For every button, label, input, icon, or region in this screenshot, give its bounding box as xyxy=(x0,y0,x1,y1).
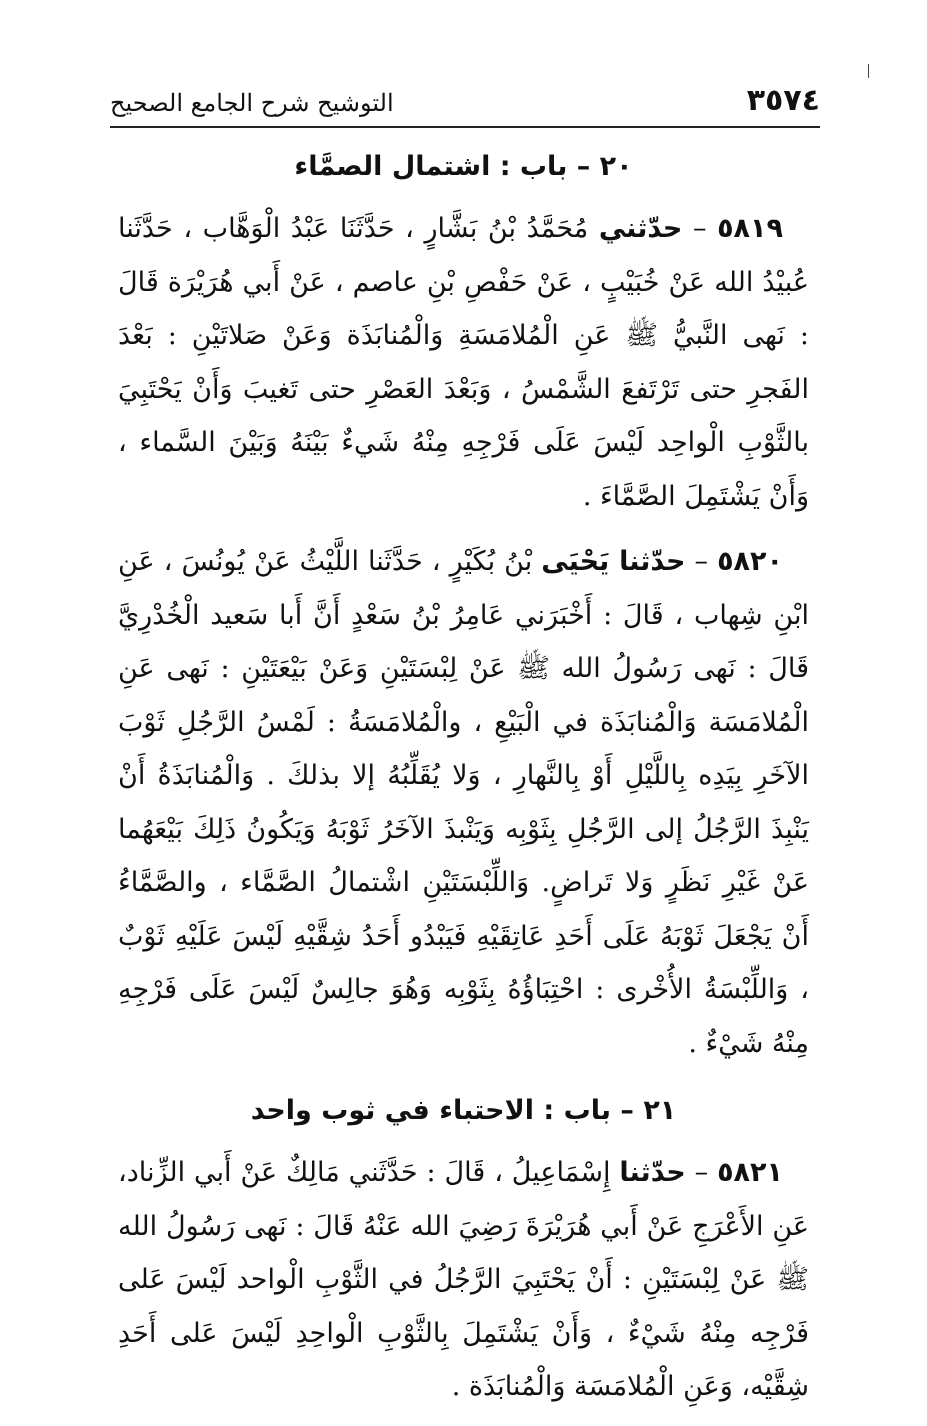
hadith-opening: حدّثنا xyxy=(619,1157,686,1188)
hadith-number: ٥٨٢١ xyxy=(717,1157,783,1188)
hadith-text: مُحَمَّدُ بْنُ بَشَّارٍ ، حَدَّثَنَا عَبْدُ الْوَهَّاب ، حَدَّثَنا عُبيْدُ الله عَنْ خُبَيْبٍ ، عَنْ حَفْصِ بْنِ عاصم ، عَنْ أَبي هُرَيْرَة قَالَ : نَهى النَّبيُّ ﷺ عَنِ الْمُلامَسَةِ وَالْمُنابَذَة وَعَنْ صَلاتَيْنِ : بَعْدَ الفَجرِ حتى تَرْتَفعَ الشَّمْسُ ، وَبَعْدَ العَصْرِ حتى تَغيبَ وَأَنْ يَحْتَبِيَ بالثَّوْبِ الْواحِد لَيْسَ عَلَى فَرْجِهِ مِنْهُ شَيءٌ بَيْنَهُ وَبَيْنَ السَّماء ، وَأَنْ يَشْتَمِلَ الصَّمَّاءَ . xyxy=(118,213,809,512)
corner-mark xyxy=(868,64,869,78)
hadith-dash: – xyxy=(685,546,718,577)
hadith-text: بْنُ بُكَيْرٍ ، حَدَّثَنا اللَّيْثُ عَنْ يُونُسَ ، عَنِ ابْنِ شِهاب ، قَالَ : أَخْبَرَني عَامِرُ بْنُ سَعْدٍ أَنَّ أَبا سَعيد الْخُدْرِيَّ قَالَ : نَهى رَسُولُ الله ﷺ عَنْ لِبْسَتَيْنِ وَعَنْ بَيْعَتَيْنِ : نَهى عَنِ الْمُلامَسَة وَالْمُنابَذَة في الْبَيْعِ ، والْمُلامَسَةُ : لَمْسُ الرَّجُلِ ثَوْبَ الآخَرِ بِيَدِه بِاللَّيْلِ أَوْ بِالنَّهارِ ، وَلا يُقَلِّبُهُ إلا بذلكَ . وَالْمُنابَذَةُ أَنْ يَنْبِذَ الرَّجُلُ إلى الرَّجُلِ بِثَوْبِه وَيَنْبذَ الآخَرُ ثَوْبَهُ وَيَكُونُ ذَلِكَ بَيْعَهُما عَنْ غَيْرِ نَظَرٍ وَلا تَراضٍ. وَاللِّبْسَتَيْنِ اشْتمالُ الصَّمَّاء ، والصَّمَّاءُ أَنْ يَجْعَلَ ثَوْبَهُ عَلَى أَحَدِ عَاتِقَيْهِ فَيَبْدُو أَحَدُ شِقَّيْهِ لَيْسَ عَلَيْهِ ثَوْبٌ ، وَاللِّبْسَةُ الأُخْرى : احْتِبَاؤُهُ بِثَوْبِه وَهُوَ جالِسٌ لَيْسَ عَلَى فَرْجِهِ مِنْهُ شَيْءٌ . xyxy=(118,546,810,1059)
chapter-heading-20: ٢٠ – باب : اشتمال الصمَّاء xyxy=(294,151,633,182)
hadith-opening: حدّثنا يَحْيَى xyxy=(541,546,686,577)
hadith-5819 xyxy=(118,202,809,523)
hadith-5821 xyxy=(118,1146,809,1414)
hadith-dash: – xyxy=(685,1157,718,1188)
page-header xyxy=(110,72,820,130)
hadith-number: ٥٨١٩ xyxy=(717,213,783,244)
chapter-heading-21: ٢١ – باب : الاحتباء في ثوب واحد xyxy=(250,1095,677,1126)
page-number: ٣٥٧٤ xyxy=(746,83,820,118)
hadith-number: ٥٨٢٠ xyxy=(717,546,783,577)
hadith-opening: حدّثني xyxy=(598,213,683,244)
page-content xyxy=(118,136,809,1426)
running-title: التوشيح شرح الجامع الصحيح xyxy=(110,89,394,117)
hadith-dash: – xyxy=(682,213,718,244)
hadith-5820 xyxy=(118,535,809,1070)
hadith-text: إِسْمَاعِيلُ ، قَالَ : حَدَّثَني مَالِكٌ عَنْ أَبي الزِّناد، عَنِ الأَعْرَجِ عَنْ أَبي هُرَيْرَةَ رَضِيَ الله عَنْهُ قَالَ : نَهى رَسُولُ الله ﷺ عَنْ لِبْسَتَيْنِ : أَنْ يَحْتَبِيَ الرَّجُلُ في الثَّوْبِ الْواحد لَيْسَ عَلى فَرْجِه مِنْهُ شَيْءٌ ، وَأَنْ يَشْتَمِلَ بِالثَّوْبِ الْواحِدِ لَيْسَ عَلى أَحَدِ شِقَّيْه، وَعَنِ الْمُلامَسَة وَالْمُنابَذَة . xyxy=(118,1157,809,1402)
header-rule xyxy=(110,126,820,128)
